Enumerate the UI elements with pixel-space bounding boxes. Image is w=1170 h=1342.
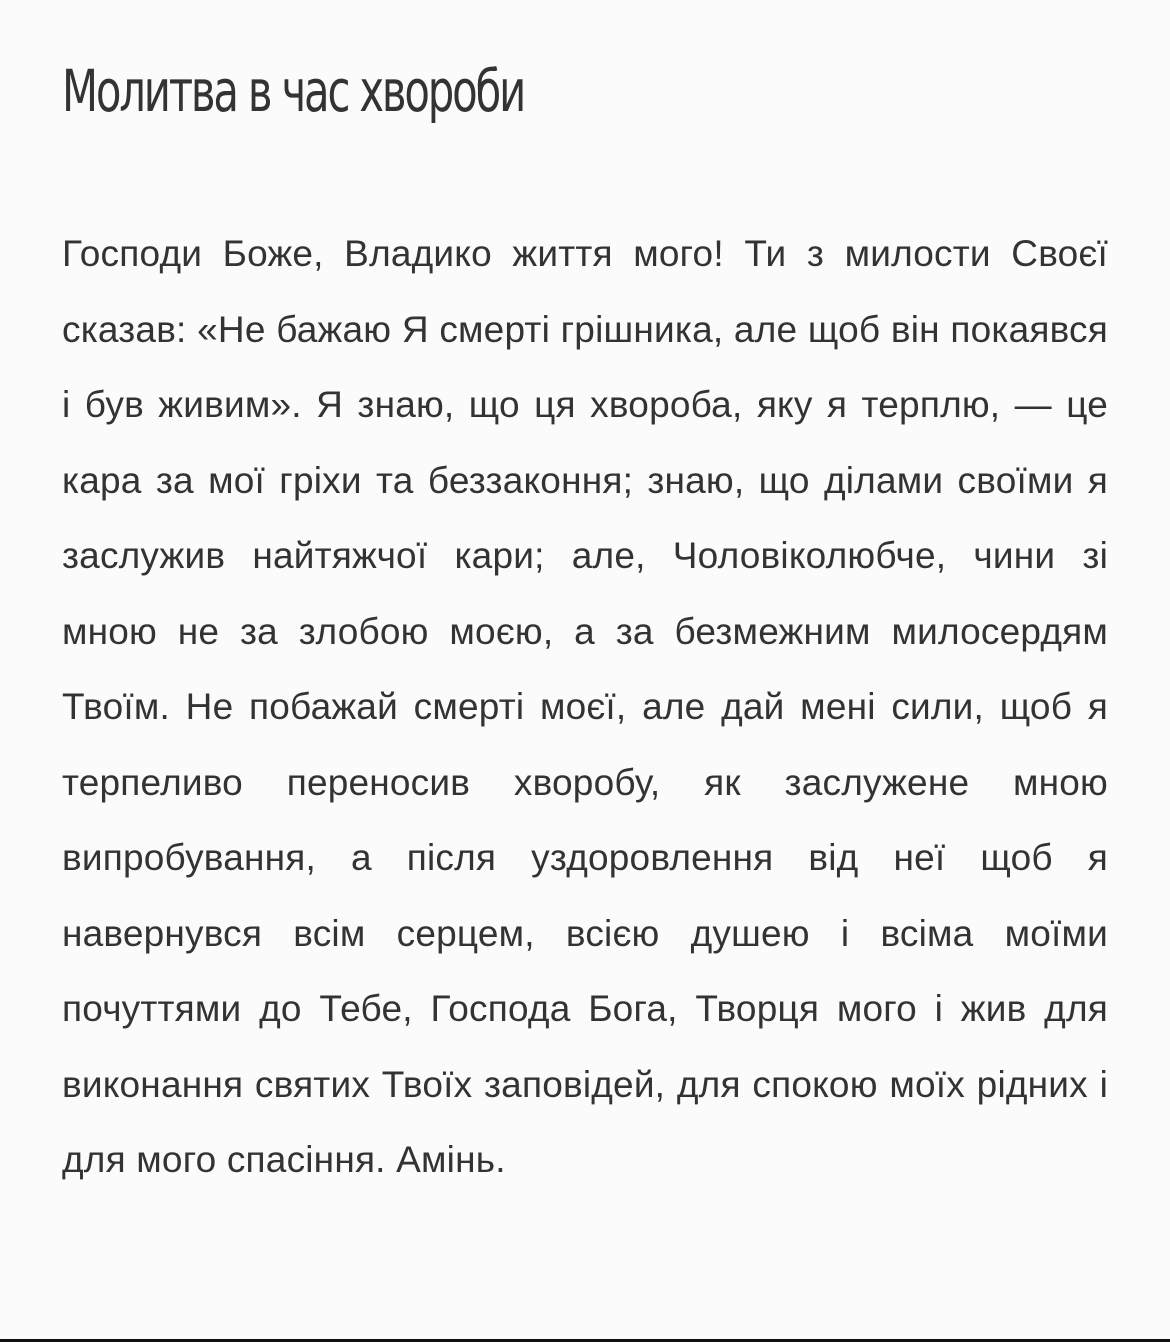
prayer-text: Господи Боже, Владико життя мого! Ти з милости Своєї сказав: «Не бажаю Я смерті грішника, але щоб він покаявся і був живим». Я знаю, що ця хвороба, яку я терплю, — це кара за мої гріхи та беззаконня; знаю, що ділами своїми я заслужив найтяжчої кари; але, Чоловіколюбче, чини зі мною не за злобою моєю, а за безмежним милосердям Твоїм. Не побажай смерті моєї, але дай мені сили, щоб я терпеливо переносив хворобу, як заслужене мною випробування, а після уздоровлення від неї щоб я навернувся всім серцем, всією душею і всіма моїми почуттями до Тебе, Господа Бога, Творця мого і жив для виконання святих Твоїх заповідей, для спокою моїх рідних і для мого спасіння. Амінь.: [62, 233, 1108, 1180]
page-title: Молитва в час хвороби: [62, 57, 525, 125]
